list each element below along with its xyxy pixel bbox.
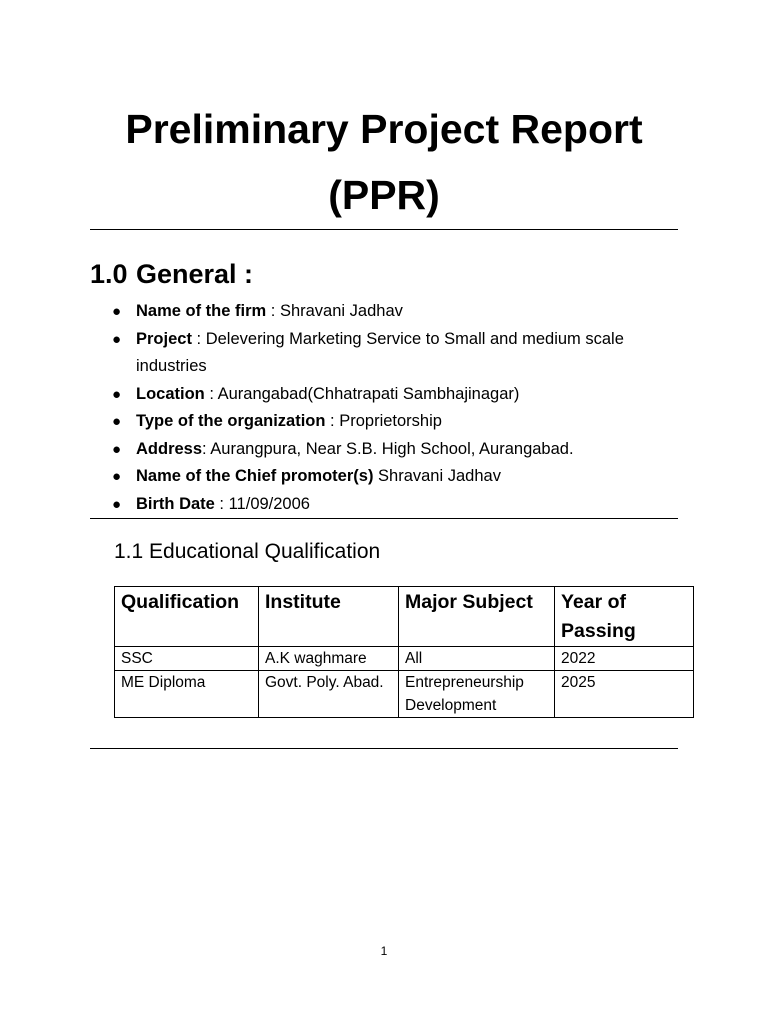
field-label: Name of the firm: [136, 302, 267, 320]
table-cell-qualification: SSC: [115, 647, 259, 671]
title-divider: [90, 229, 678, 230]
table-cell-major-subject: Entrepreneurship Development: [399, 671, 555, 718]
page-number: 1: [380, 944, 388, 958]
education-section-heading: 1.1 Educational Qualification: [114, 540, 381, 563]
field-label: Type of the organization: [136, 412, 326, 430]
column-header-qualification: Qualification: [115, 587, 259, 647]
table-cell-year: 2025: [555, 671, 694, 718]
field-separator: :: [266, 302, 280, 320]
table-row: [115, 647, 694, 671]
table-cell-major-subject: All: [399, 647, 555, 671]
bullet-icon: ●: [112, 303, 122, 320]
table-row: [115, 671, 694, 718]
field-value: Shravani Jadhav: [378, 467, 501, 485]
field-label: Name of the Chief promoter(s): [136, 467, 374, 485]
general-section-heading: [90, 252, 253, 296]
bullet-icon: ●: [112, 468, 122, 485]
general-details-list: [112, 298, 676, 518]
field-separator: :: [204, 384, 218, 403]
field-label: Location: [136, 384, 205, 403]
column-header-major-subject: Major Subject: [399, 587, 555, 647]
general-item-birth-date: [112, 491, 676, 519]
field-label: Project: [136, 329, 192, 348]
field-label: Address: [136, 439, 203, 458]
bullet-icon: ●: [112, 495, 122, 513]
bullet-icon: ●: [112, 330, 122, 348]
field-value: Proprietorship: [339, 412, 442, 430]
field-separator: :: [191, 329, 206, 348]
field-value: 11/09/2006: [228, 494, 310, 513]
general-item-project: [112, 326, 676, 381]
page-title-line-2: (PPR): [328, 172, 440, 218]
page-title-line-1: Preliminary Project Report: [125, 106, 643, 152]
field-separator: :: [214, 494, 229, 513]
general-section-divider: [90, 518, 678, 519]
table-cell-qualification: ME Diploma: [115, 671, 259, 718]
bullet-icon: ●: [112, 413, 122, 430]
page-title: [90, 96, 678, 228]
field-value: Aurangpura, Near S.B. High School, Aurangabad.: [210, 439, 574, 458]
field-separator: :: [325, 412, 340, 430]
bullet-icon: ●: [112, 385, 122, 403]
field-value: Shravani Jadhav: [279, 302, 403, 320]
general-item-address: [112, 436, 676, 464]
field-value: Delevering Marketing Service to Small and medium scale industries: [136, 329, 624, 375]
column-header-year-of-passing: Year of Passing: [555, 587, 694, 647]
general-item-organization-type: [112, 408, 676, 436]
table-cell-institute: A.K waghmare: [259, 647, 399, 671]
bottom-divider: [90, 748, 678, 749]
field-value: Aurangabad(Chhatrapati Sambhajinagar): [217, 384, 520, 403]
education-qualification-table: [114, 586, 694, 718]
field-separator: :: [202, 439, 211, 458]
bullet-icon: ●: [112, 440, 122, 458]
table-header-row: [115, 587, 694, 647]
general-section-title: General :: [136, 259, 254, 289]
general-item-location: [112, 381, 676, 409]
general-section-number: 1.0: [90, 259, 128, 289]
field-label: Birth Date: [136, 494, 215, 513]
general-item-firm-name: [112, 298, 676, 326]
column-header-institute: Institute: [259, 587, 399, 647]
table-cell-year: 2022: [555, 647, 694, 671]
table-cell-institute: Govt. Poly. Abad.: [259, 671, 399, 718]
general-item-chief-promoter: [112, 463, 676, 491]
